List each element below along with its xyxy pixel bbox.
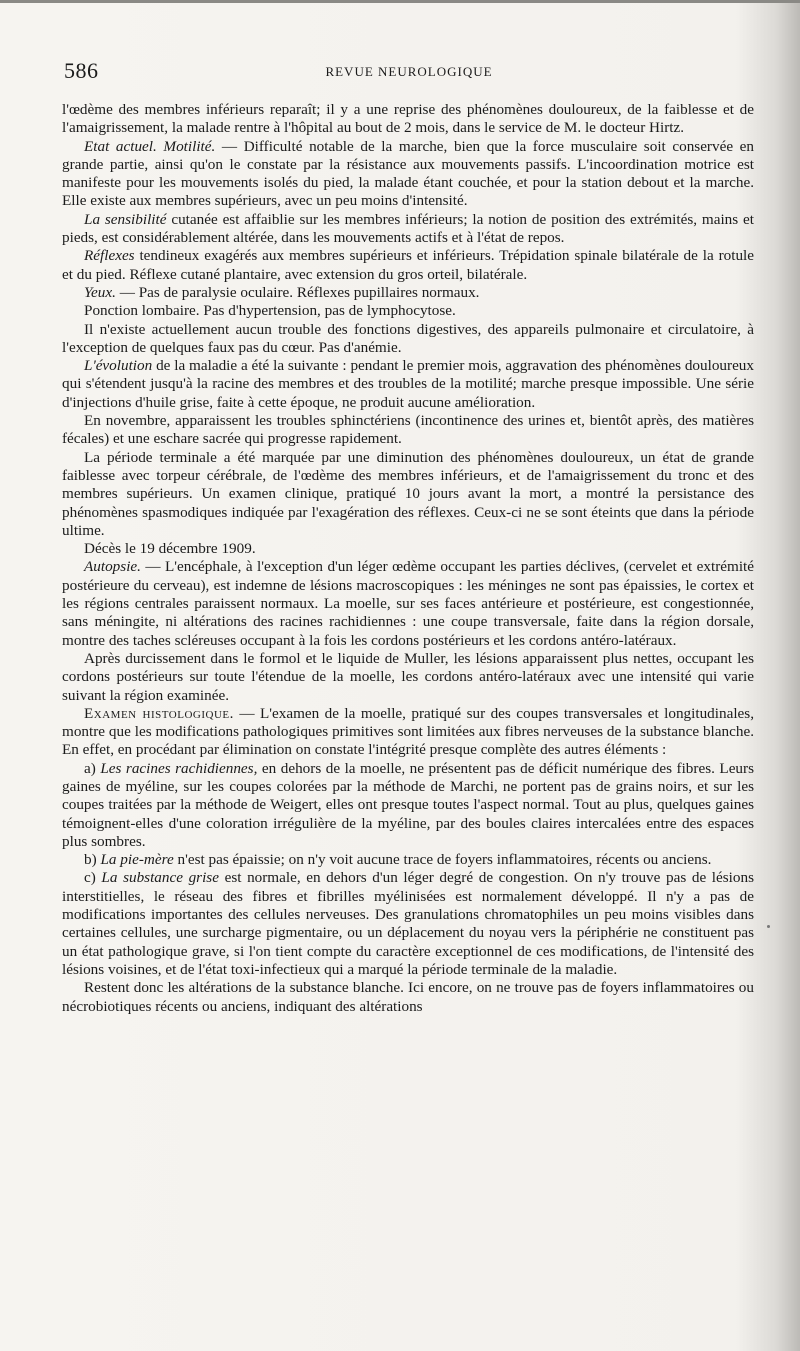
running-head: REVUE NEUROLOGIQUE [325,64,493,79]
paragraph-lead: a) Les racines rachidiennes, [84,759,258,777]
paragraph: Autopsie. — L'encéphale, à l'exception d'un léger œdème occupant les parties déclives, (cervelet et extrémité postérieure du cerveau), est indemne de lésions macroscopiques : les méninges ne sont pas épaissies, le cortex et les régions centrales paraissent normaux. La moelle, sur ses faces antérieure et postérieure, est congestionnée, sans méningite, ni altérations des racines rachidiennes : une coupe transversale, faite dans la région dorsale, montre des taches scléreuses occupant à la fois les cordons postérieurs et les cordons antéro-latéraux. [62,558,754,649]
paragraph: En novembre, apparaissent les troubles sphinctériens (incontinence des urines et, bientôt après, des matières fécales) et une eschare sacrée qui progresse rapidement. [62,412,754,448]
paragraph: La sensibilité cutanée est affaiblie sur les membres inférieurs; la notion de position des extrémités, mains et pieds, est considérablement altérée, dans les mouvements actifs et à l'état de repos. [62,210,754,247]
print-speck [767,925,770,928]
paragraph-lead: Yeux. [84,283,116,301]
paragraph: Examen histologique. — L'examen de la moelle, pratiqué sur des coupes transversales et longitudinales, montre que les modifications pathologiques primitives sont limitées aux fibres nerveuses de la substance blanche. En effet, en procédant par élimination on constate l'intégrité presque complète des autres éléments : [62,704,754,759]
paragraph-lead: c) La substance grise [84,869,219,887]
paragraph: La période terminale a été marquée par une diminution des phénomènes douloureux, un état de grande faiblesse avec torpeur cérébrale, de l'œdème des membres inférieurs, et de l'amaigrissement du tronc et des membres supérieurs. Un examen clinique, pratiqué 10 jours avant la mort, a montré la persistance des phénomènes spasmodiques indiquée par l'exagération des réflexes. Ceux-ci ne se sont éteints que dans la période ultime. [62,448,754,539]
paragraph: c) La substance grise est normale, en dehors d'un léger degré de congestion. On n'y trouve pas de lésions interstitielles, le réseau des fibres et fibrilles myélinisées est normalement développé. Il n'y a pas de modifications importantes des cellules nerveuses. Des granulations chromatophiles un peu moins visibles dans certaines cellules, une surcharge pigmentaire, ou un déplacement du noyau vers la périphérie ne constituent pas un état pathologique grave, si l'on tient compte du caractère exceptionnel de ces modifications, de l'intensité des lésions voisines, et de l'état toxi-infectieux qui a marqué la période terminale de la maladie. [62,869,754,978]
page-top-edge [0,0,800,3]
paragraph: Restent donc les altérations de la substance blanche. Ici encore, on ne trouve pas de foyers inflammatoires ou nécrobiotiques récents ou anciens, indiquant des altérations [62,979,754,1015]
paragraph-lead: Autopsie. [84,558,141,576]
paragraph-lead: L'évolution [84,357,153,375]
paragraph: Il n'existe actuellement aucun trouble des fonctions digestives, des appareils pulmonaire et circulatoire, à l'exception de quelques faux pas du cœur. Pas d'anémie. [62,320,754,356]
page-header [64,58,754,86]
paragraph-lead: Examen histologique. [84,704,234,722]
paragraph-lead: La sensibilité [84,210,167,228]
paragraph: Ponction lombaire. Pas d'hypertension, pas de lymphocytose. [84,302,456,320]
paragraph: Après durcissement dans le formol et le liquide de Muller, les lésions apparaissent plus nettes, occupant les cordons postérieurs sur toute l'étendue de la moelle, les cordons antéro-latéraux avec une intensité qui varie suivant la région examinée. [62,649,754,704]
paragraph-lead: b) La pie-mère [84,851,174,869]
paragraph-lead: Etat actuel. Motilité. [84,137,216,155]
body-text [62,101,754,1016]
paragraph: Décès le 19 décembre 1909. [84,540,256,558]
paragraph: L'évolution de la maladie a été la suivante : pendant le premier mois, aggravation des phénomènes douloureux qui s'étendent jusqu'à la racine des membres et des troubles de la motilité; marche presque impossible. Une série d'injections d'huile grise, faite à cette époque, ne produit aucune amélioration. [62,357,754,411]
paragraph-lead: Réflexes [84,247,135,265]
page-number: 586 [64,58,99,83]
paragraph: Yeux. — Pas de paralysie oculaire. Réflexes pupillaires normaux. [84,283,480,301]
paragraph: Etat actuel. Motilité. — Difficulté notable de la marche, bien que la force musculaire soit conservée en grande partie, ainsi qu'on le constate par la résistance aux mouvements passifs. L'incoordination motrice est manifeste pour les mouvements isolés du pied, la malade étant couchée, et pour la station debout et la marche. Elle existe aux membres supérieurs, avec un peu moins d'intensité. [62,137,755,210]
paragraph: Réflexes tendineux exagérés aux membres supérieurs et inférieurs. Trépidation spinale bilatérale de la rotule et du pied. Réflexe cutané plantaire, avec extension du gros orteil, bilatérale. [62,247,754,283]
paragraph: l'œdème des membres inférieurs reparaît; il y a une reprise des phénomènes douloureux, de la faiblesse et de l'amaigrissement, la malade rentre à l'hôpital au bout de 2 mois, dans le service de M. le docteur Hirtz. [62,101,754,137]
paragraph: a) Les racines rachidiennes, en dehors de la moelle, ne présentent pas de déficit numérique des fibres. Leurs gaines de myéline, sur les coupes colorées par la méthode de Marchi, ne portent pas de grains noirs, et sur les coupes traitées par la méthode de Weigert, elles ont presque toutes l'aspect normal. Tout au plus, quelques gaines témoignent-elles d'une coloration irrégulière de la myéline, par des boules claires intercalées entre des espaces plus sombres. [62,759,754,850]
paragraph: b) La pie-mère n'est pas épaissie; on n'y voit aucune trace de foyers inflammatoires, récents ou anciens. [84,851,712,869]
